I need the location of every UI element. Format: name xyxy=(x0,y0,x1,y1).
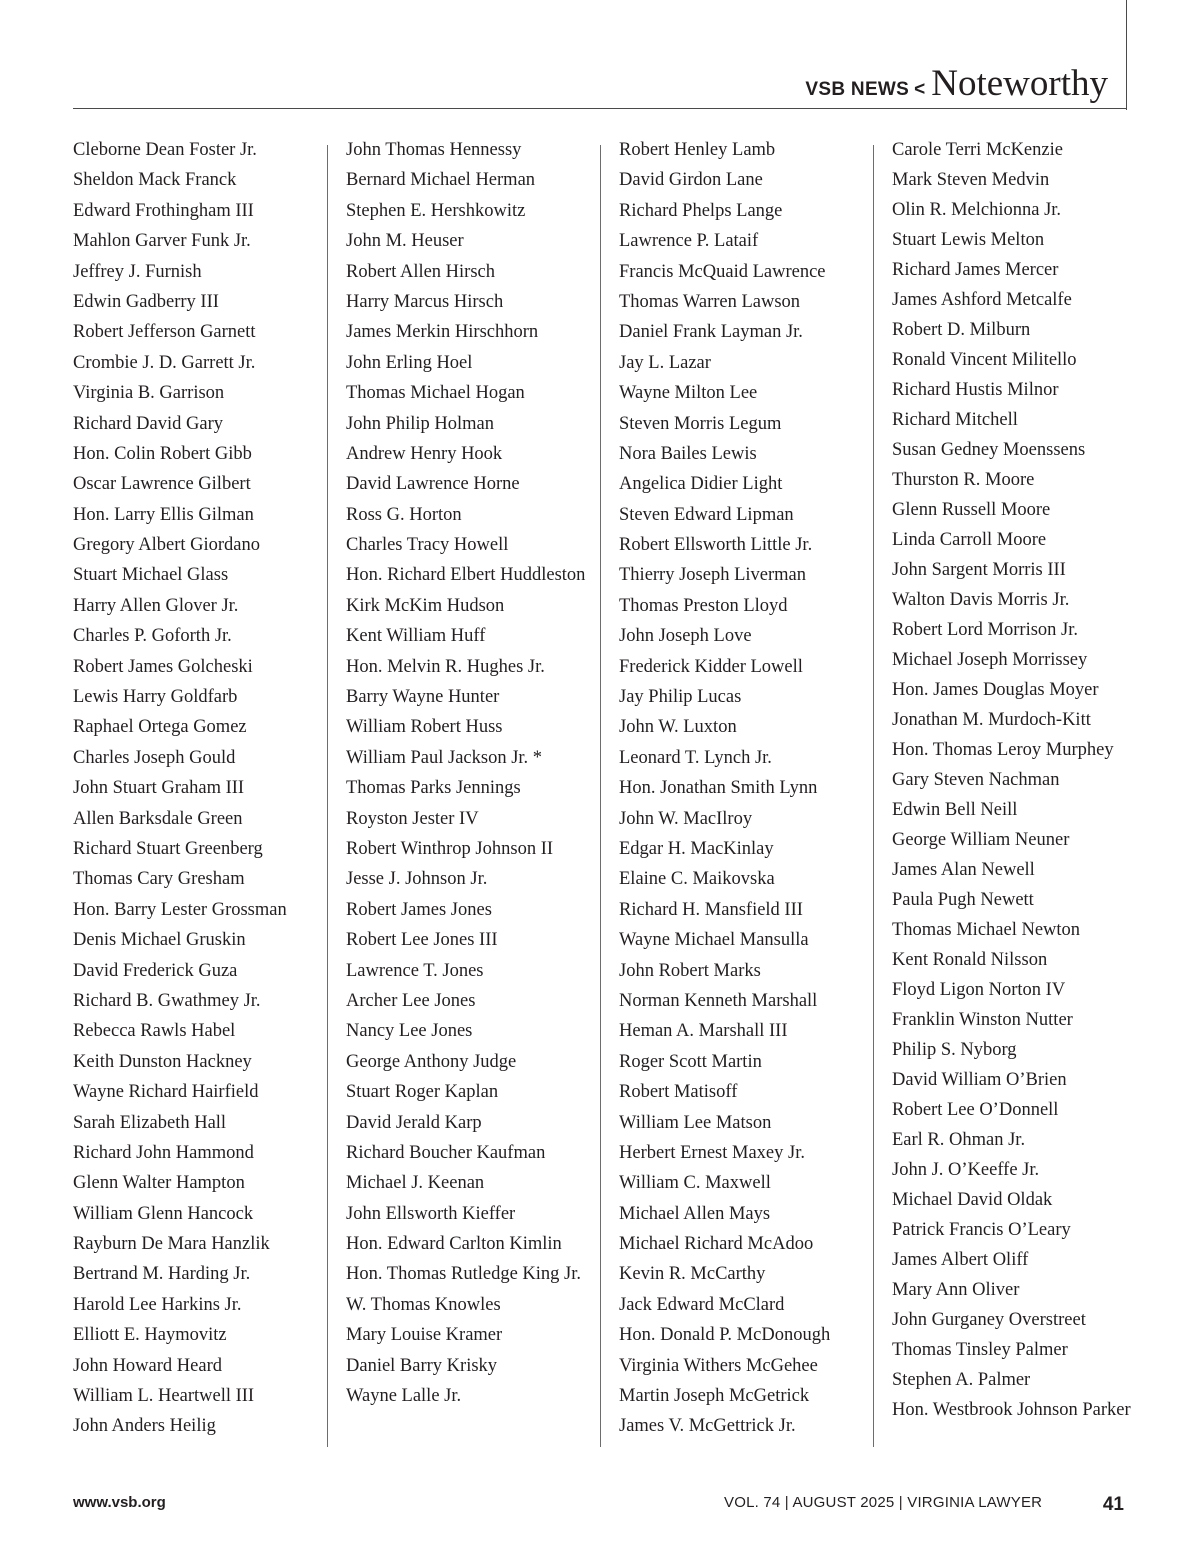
list-item: Hon. Richard Elbert Huddleston xyxy=(346,565,586,586)
list-item: Edgar H. MacKinlay xyxy=(619,838,774,859)
list-item: Richard Hustis Milnor xyxy=(892,380,1059,400)
list-item: Angelica Didier Light xyxy=(619,474,783,495)
list-item: John Stuart Graham III xyxy=(73,778,245,799)
list-item: James Ashford Metcalfe xyxy=(892,290,1072,310)
list-item: Mary Louise Kramer xyxy=(346,1325,503,1346)
list-item: Edward Frothingham III xyxy=(73,200,254,221)
list-item: Allen Barksdale Green xyxy=(73,808,243,829)
list-item: Hon. Thomas Rutledge King Jr. xyxy=(346,1264,582,1285)
list-item: Thierry Joseph Liverman xyxy=(619,565,806,586)
list-item: Hon. Larry Ellis Gilman xyxy=(73,504,254,525)
list-item: Nora Bailes Lewis xyxy=(619,443,757,464)
list-item: William Lee Matson xyxy=(619,1112,772,1133)
list-item: James Merkin Hirschhorn xyxy=(346,322,539,343)
list-item: James Albert Oliff xyxy=(892,1250,1029,1270)
list-item: Michael Richard McAdoo xyxy=(619,1234,814,1255)
list-item: Stephen E. Hershkowitz xyxy=(346,200,526,221)
list-item: Robert Matisoff xyxy=(619,1082,738,1103)
list-item: Thomas Michael Newton xyxy=(892,920,1081,940)
list-item: Charles Joseph Gould xyxy=(73,747,236,768)
list-item: David Girdon Lane xyxy=(619,170,763,191)
list-item: Thomas Michael Hogan xyxy=(346,383,525,404)
list-item: Glenn Walter Hampton xyxy=(73,1173,245,1194)
list-item: Linda Carroll Moore xyxy=(892,530,1047,550)
footer-issue-info: VOL. 74 | AUGUST 2025 | VIRGINIA LAWYER xyxy=(724,1494,1043,1511)
list-item: James Alan Newell xyxy=(892,860,1035,880)
list-item: Mark Steven Medvin xyxy=(892,170,1050,190)
list-item: Virginia B. Garrison xyxy=(73,383,225,404)
list-item: Floyd Ligon Norton IV xyxy=(892,980,1066,1000)
list-item: Edwin Gadberry III xyxy=(73,291,219,312)
list-item: Wayne Richard Hairfield xyxy=(73,1082,259,1103)
list-item: Lewis Harry Goldfarb xyxy=(73,687,238,708)
list-item: Harold Lee Harkins Jr. xyxy=(73,1294,242,1315)
list-item: Stephen A. Palmer xyxy=(892,1370,1031,1390)
name-column-2 xyxy=(346,140,604,1416)
header-horizontal-rule xyxy=(73,108,1127,109)
list-item: Gary Steven Nachman xyxy=(892,770,1060,790)
list-item: Gregory Albert Giordano xyxy=(73,535,261,556)
list-item: Hon. Melvin R. Hughes Jr. xyxy=(346,656,545,677)
list-item: Raphael Ortega Gomez xyxy=(73,717,247,738)
name-list-columns xyxy=(73,140,1133,1450)
list-item: Michael Allen Mays xyxy=(619,1203,771,1224)
list-item: Lawrence T. Jones xyxy=(346,960,484,981)
list-item: Kevin R. McCarthy xyxy=(619,1264,766,1285)
list-item: Rebecca Rawls Habel xyxy=(73,1021,236,1042)
list-item: Robert Allen Hirsch xyxy=(346,261,496,282)
list-item: Cleborne Dean Foster Jr. xyxy=(73,140,257,160)
list-item: Thomas Preston Lloyd xyxy=(619,595,788,616)
list-item: John Gurganey Overstreet xyxy=(892,1310,1086,1330)
list-item: Richard David Gary xyxy=(73,413,224,434)
list-item: Andrew Henry Hook xyxy=(346,443,503,464)
list-item: Hon. Colin Robert Gibb xyxy=(73,443,252,464)
list-item: Rayburn De Mara Hanzlik xyxy=(73,1234,270,1255)
list-item: Jesse J. Johnson Jr. xyxy=(346,869,488,890)
list-item: Ronald Vincent Militello xyxy=(892,350,1077,370)
list-item: Edwin Bell Neill xyxy=(892,800,1018,820)
list-item: Elliott E. Haymovitz xyxy=(73,1325,227,1346)
list-item: Hon. Thomas Leroy Murphey xyxy=(892,740,1114,760)
list-item: Archer Lee Jones xyxy=(346,990,476,1011)
list-item: William Robert Huss xyxy=(346,717,503,738)
list-item: David Frederick Guza xyxy=(73,960,238,981)
list-item: Paula Pugh Newett xyxy=(892,890,1034,910)
list-item: Bernard Michael Herman xyxy=(346,170,536,191)
list-item: Crombie J. D. Garrett Jr. xyxy=(73,352,256,373)
list-item: Daniel Frank Layman Jr. xyxy=(619,322,803,343)
list-item: John W. MacIlroy xyxy=(619,808,753,829)
list-item: Oscar Lawrence Gilbert xyxy=(73,474,251,495)
list-item: Sheldon Mack Franck xyxy=(73,170,237,191)
name-column-3 xyxy=(619,140,877,1447)
list-item: Olin R. Melchionna Jr. xyxy=(892,200,1062,220)
list-item: Robert Jefferson Garnett xyxy=(73,322,256,343)
list-item: Walton Davis Morris Jr. xyxy=(892,590,1070,610)
list-item: David Lawrence Horne xyxy=(346,474,520,495)
list-item: David William O’Brien xyxy=(892,1070,1067,1090)
footer-website: www.vsb.org xyxy=(73,1494,166,1511)
list-item: Jack Edward McClard xyxy=(619,1294,785,1315)
list-item: James V. McGettrick Jr. xyxy=(619,1416,796,1437)
list-item: John Ellsworth Kieffer xyxy=(346,1203,516,1224)
list-item: Hon. Jonathan Smith Lynn xyxy=(619,778,818,799)
list-item: Hon. James Douglas Moyer xyxy=(892,680,1099,700)
name-column-1 xyxy=(73,140,331,1447)
list-item: Wayne Michael Mansulla xyxy=(619,930,809,951)
list-item: Jeffrey J. Furnish xyxy=(73,261,202,282)
list-item: William C. Maxwell xyxy=(619,1173,771,1194)
list-item: Thurston R. Moore xyxy=(892,470,1035,490)
list-item: Sarah Elizabeth Hall xyxy=(73,1112,227,1133)
list-item: Richard James Mercer xyxy=(892,260,1059,280)
list-item: Philip S. Nyborg xyxy=(892,1040,1017,1060)
list-item: John Philip Holman xyxy=(346,413,495,434)
list-item: Martin Joseph McGetrick xyxy=(619,1386,810,1407)
list-item: John Anders Heilig xyxy=(73,1416,216,1437)
list-item: Hon. Barry Lester Grossman xyxy=(73,899,287,920)
list-item: Steven Edward Lipman xyxy=(619,504,794,525)
list-item: Richard H. Mansfield III xyxy=(619,899,803,920)
list-item: Frederick Kidder Lowell xyxy=(619,656,803,677)
list-item: Charles P. Goforth Jr. xyxy=(73,626,232,647)
list-item: Richard Boucher Kaufman xyxy=(346,1142,546,1163)
list-item: John Howard Heard xyxy=(73,1355,222,1376)
list-item: John Thomas Hennessy xyxy=(346,140,522,160)
list-item: Keith Dunston Hackney xyxy=(73,1051,252,1072)
list-item: John Erling Hoel xyxy=(346,352,473,373)
list-item: Thomas Warren Lawson xyxy=(619,291,801,312)
list-item: Richard John Hammond xyxy=(73,1142,254,1163)
list-item: John W. Luxton xyxy=(619,717,737,738)
list-item: Robert James Golcheski xyxy=(73,656,253,677)
list-item: John Joseph Love xyxy=(619,626,752,647)
list-item: Robert Winthrop Johnson II xyxy=(346,838,554,859)
list-item: William L. Heartwell III xyxy=(73,1386,255,1407)
list-item: Elaine C. Maikovska xyxy=(619,869,775,890)
list-item: Norman Kenneth Marshall xyxy=(619,990,818,1011)
list-item: Daniel Barry Krisky xyxy=(346,1355,498,1376)
list-item: Glenn Russell Moore xyxy=(892,500,1051,520)
list-item: Richard Stuart Greenberg xyxy=(73,838,263,859)
list-item: Robert James Jones xyxy=(346,899,492,920)
list-item: Richard B. Gwathmey Jr. xyxy=(73,990,261,1011)
list-item: Jonathan M. Murdoch-Kitt xyxy=(892,710,1091,730)
list-item: John M. Heuser xyxy=(346,231,464,252)
list-item: Steven Morris Legum xyxy=(619,413,782,434)
header-separator: < xyxy=(914,79,926,100)
page-title: Noteworthy xyxy=(931,63,1108,104)
list-item: George Anthony Judge xyxy=(346,1051,517,1072)
list-item: Leonard T. Lynch Jr. xyxy=(619,747,772,768)
list-item: Kirk McKim Hudson xyxy=(346,595,505,616)
list-item: W. Thomas Knowles xyxy=(346,1294,501,1315)
list-item: Patrick Francis O’Leary xyxy=(892,1220,1071,1240)
list-item: Bertrand M. Harding Jr. xyxy=(73,1264,251,1285)
list-item: Carole Terri McKenzie xyxy=(892,140,1063,160)
list-item: Robert Henley Lamb xyxy=(619,140,776,160)
list-item: Denis Michael Gruskin xyxy=(73,930,246,951)
list-item: John Sargent Morris III xyxy=(892,560,1066,580)
list-item: Michael Joseph Morrissey xyxy=(892,650,1088,670)
list-item: Mary Ann Oliver xyxy=(892,1280,1020,1300)
list-item: Hon. Edward Carlton Kimlin xyxy=(346,1234,562,1255)
list-item: Francis McQuaid Lawrence xyxy=(619,261,826,282)
list-item: Thomas Tinsley Palmer xyxy=(892,1340,1068,1360)
list-item: Harry Allen Glover Jr. xyxy=(73,595,239,616)
list-item: Richard Phelps Lange xyxy=(619,200,783,221)
list-item: Robert Lord Morrison Jr. xyxy=(892,620,1079,640)
header-vertical-rule xyxy=(1126,0,1127,110)
list-item: Hon. Westbrook Johnson Parker xyxy=(892,1400,1131,1420)
list-item: Stuart Michael Glass xyxy=(73,565,229,586)
name-column-4 xyxy=(892,140,1150,1430)
section-label: VSB NEWS xyxy=(805,79,910,100)
list-item: Royston Jester IV xyxy=(346,808,479,829)
list-item: Stuart Lewis Melton xyxy=(892,230,1045,250)
list-item: Roger Scott Martin xyxy=(619,1051,762,1072)
list-item: John Robert Marks xyxy=(619,960,761,981)
list-item: Barry Wayne Hunter xyxy=(346,687,500,708)
list-item: Wayne Milton Lee xyxy=(619,383,758,404)
list-item: Thomas Cary Gresham xyxy=(73,869,245,890)
list-item: Charles Tracy Howell xyxy=(346,535,509,556)
list-item: Jay L. Lazar xyxy=(619,352,711,373)
list-item: Wayne Lalle Jr. xyxy=(346,1386,462,1407)
list-item: Heman A. Marshall III xyxy=(619,1021,788,1042)
list-item: Mahlon Garver Funk Jr. xyxy=(73,231,251,252)
list-item: Susan Gedney Moenssens xyxy=(892,440,1086,460)
list-item: Stuart Roger Kaplan xyxy=(346,1082,499,1103)
list-item: Hon. Donald P. McDonough xyxy=(619,1325,831,1346)
list-item: George William Neuner xyxy=(892,830,1070,850)
page-header xyxy=(805,62,1108,105)
list-item: Thomas Parks Jennings xyxy=(346,778,521,799)
list-item: Kent Ronald Nilsson xyxy=(892,950,1048,970)
list-item: Robert Lee O’Donnell xyxy=(892,1100,1059,1120)
list-item: David Jerald Karp xyxy=(346,1112,482,1133)
list-item: Jay Philip Lucas xyxy=(619,687,742,708)
list-item: William Paul Jackson Jr. * xyxy=(346,747,543,768)
list-item: John J. O’Keeffe Jr. xyxy=(892,1160,1040,1180)
list-item: Robert D. Milburn xyxy=(892,320,1031,340)
list-item: Robert Lee Jones III xyxy=(346,930,498,951)
list-item: Richard Mitchell xyxy=(892,410,1018,430)
list-item: Earl R. Ohman Jr. xyxy=(892,1130,1026,1150)
list-item: Ross G. Horton xyxy=(346,504,462,525)
list-item: Michael J. Keenan xyxy=(346,1173,485,1194)
list-item: William Glenn Hancock xyxy=(73,1203,254,1224)
list-item: Lawrence P. Lataif xyxy=(619,231,759,252)
list-item: Herbert Ernest Maxey Jr. xyxy=(619,1142,805,1163)
list-item: Franklin Winston Nutter xyxy=(892,1010,1073,1030)
list-item: Virginia Withers McGehee xyxy=(619,1355,818,1376)
list-item: Nancy Lee Jones xyxy=(346,1021,473,1042)
list-item: Kent William Huff xyxy=(346,626,486,647)
list-item: Michael David Oldak xyxy=(892,1190,1053,1210)
page-number: 41 xyxy=(1102,1494,1124,1515)
list-item: Harry Marcus Hirsch xyxy=(346,291,504,312)
list-item: Robert Ellsworth Little Jr. xyxy=(619,535,813,556)
